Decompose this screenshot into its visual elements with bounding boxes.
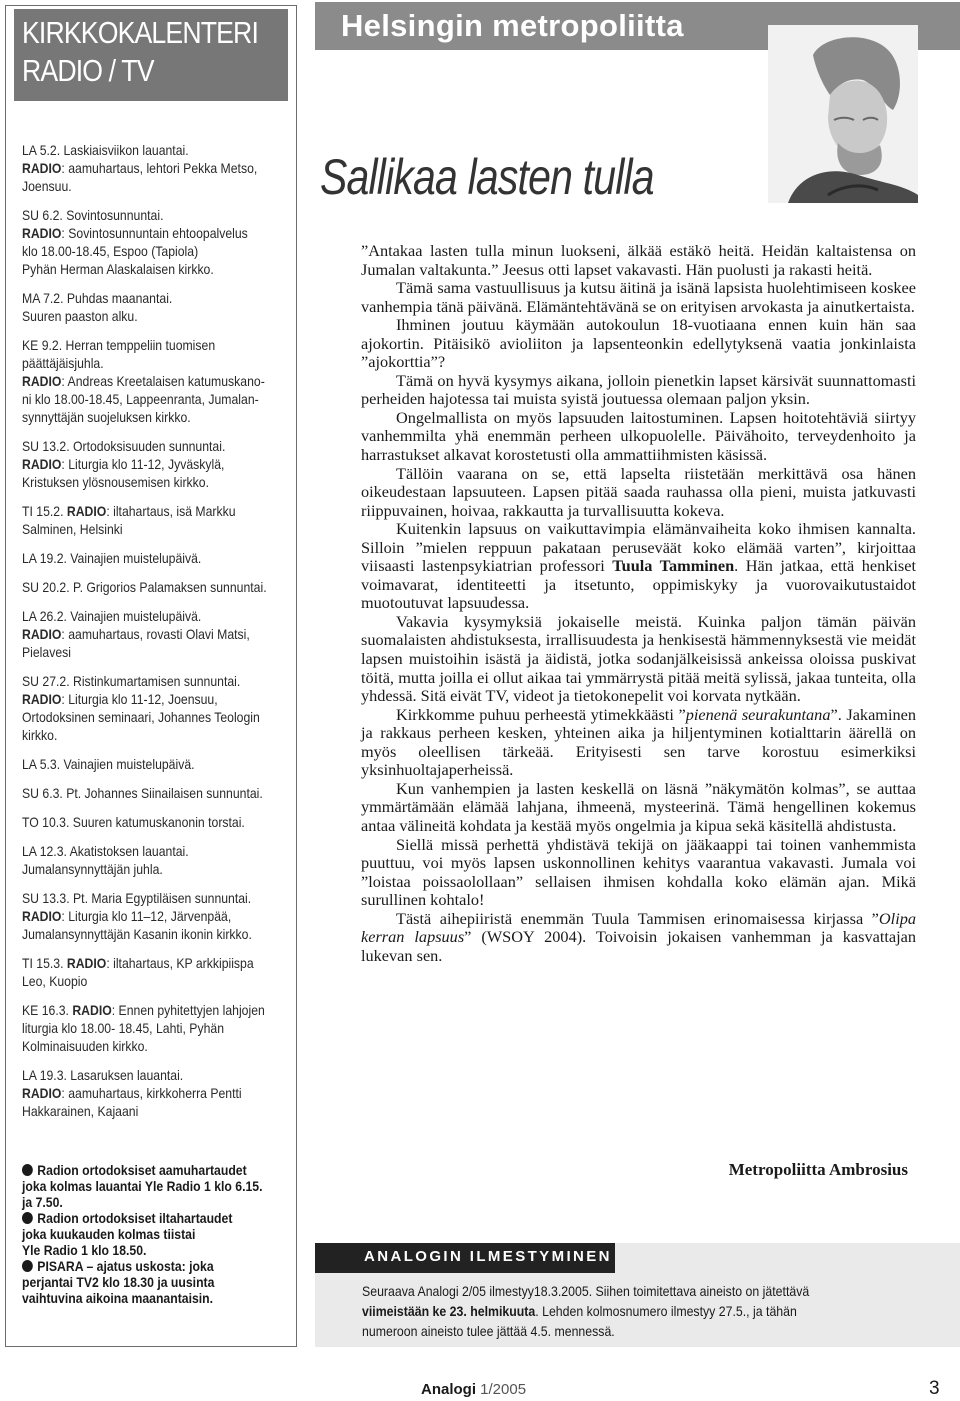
calendar-entry: KE 9.2. Herran temppeliin tuomisen päättäjäisjuhla. RADIO: Andreas Kreetalaisen katumuskano- ni klo 18.00-18.45, Lappeenranta, Jumalan- synnyttäjän suojeluksen kirkko. xyxy=(22,338,265,425)
article-title: Sallikaa lasten tulla xyxy=(320,149,654,205)
bullet-icon xyxy=(22,1164,33,1176)
bullet-icon xyxy=(22,1260,33,1272)
footer-brand-name: Analogi xyxy=(421,1381,476,1398)
article-paragraph: Tämä sama vastuullisuus ja kutsu äitinä ja isänä lapsista huolehtimiseen koskee vanhempia tänä päivänä. Elämäntehtävänä se on erityisen arvokasta ja ainutkertaista. xyxy=(361,278,916,316)
calendar-entry: SU 20.2. P. Grigorios Palamaksen sunnuntai. xyxy=(22,580,267,595)
article-paragraph: Kuitenkin lapsuus on vaikuttavimpia elämänvaiheita koko ihmisen kannalta. Silloin ”mielen reppuun pakataan peruseväät koko elämää varten”, kirjoittaa viisaasti lastenpsykiatrian professori Tuula Tamminen. Hän jatkaa, että henkiset voimavarat, identiteetti ja itsetunto, oppimiskyky ja vuorovaikutustaidot muotoutuvat lapsuudessa. xyxy=(361,519,917,613)
analogi-text: Seuraava Analogi 2/05 ilmestyy18.3.2005. Siihen toimitettava aineisto on jätettävä viimeistään ke 23. helmikuuta. Lehden kolmosnumero ilmestyy 27.5., ja tähän numeroon aineisto tulee jättää 4.5. mennessä. xyxy=(362,1283,810,1339)
footer-issue: 1/2005 xyxy=(480,1381,527,1398)
article-paragraph: Vakavia kysymyksiä jokaiselle meistä. Kuinka paljon tämän päivän suomalaisten ahdistuksesta, irrallisuudesta ja henkisestä hämmennyksestä vie meidät lapsen muistoihin isästä ja äidistä, jotka sodanjälkeisissä ankeissa oloissa puskivat töitä, mutta joilla ei ollut aikaa tai ymmärrystä pitää meitä sylissä, jakaa tunteita, olla yhdessä. Sitä eivät TV, videot ja tietokonepelit voi korvata nytkään. xyxy=(361,611,916,706)
calendar-entry: TI 15.3. RADIO: iltahartaus, KP arkkipiispa Leo, Kuopio xyxy=(22,956,254,989)
calendar-entry: LA 5.2. Laskiaisviikon lauantai. RADIO: aamuhartaus, lehtori Pekka Metso, Joensuu. xyxy=(22,143,258,194)
calendar-entry: LA 19.3. Lasaruksen lauantai. RADIO: aamuhartaus, kirkkoherra Pentti Hakkarainen, Kajaani xyxy=(22,1068,242,1119)
portrait-photo xyxy=(768,25,918,203)
broadcast-note: PISARA – ajatus uskosta: joka perjantai TV2 klo 18.30 ja uusinta vaihtuvina aikoina maanantaisin. xyxy=(22,1259,215,1306)
calendar-entry: TI 15.2. RADIO: iltahartaus, isä Markku Salminen, Helsinki xyxy=(22,504,236,537)
calendar-entry: SU 13.3. Pt. Maria Egyptiläisen sunnuntai. RADIO: Liturgia klo 11–12, Järvenpää, Jumalansynnyttäjän Kasanin ikonin kirkko. xyxy=(22,891,252,942)
article-paragraph: Tällöin vaarana on se, että lapselta riistetään merkittävä osa hänen oikeudestaan lapsuuteen. Lapsen pitää saada rauhassa olla pieni, muista jatkuvasti riippuvainen, hoivaa, rakkautta ja turvallisuutta kokeva. xyxy=(361,463,916,520)
bullet-icon xyxy=(22,1212,33,1224)
calendar-title-line2: RADIO / TV xyxy=(22,53,154,88)
calendar-entry: KE 16.3. RADIO: Ennen pyhitettyjen lahjojen liturgia klo 18.00- 18.45, Lahti, Pyhän Kolminaisuuden kirkko. xyxy=(22,1003,265,1054)
calendar-entry: SU 13.2. Ortodoksisuuden sunnuntai. RADIO: Liturgia klo 11-12, Jyväskylä, Kristuksen ylösnousemisen kirkko. xyxy=(22,439,226,490)
article-paragraph: Siellä missä perhettä yhdistävä tekijä on jääkaappi tai toinen vanhemmista puuttuu, voi myös lapsen uskonnollinen kehitys vaarantua vakavasti. Jumala voi ”loistaa poissaolollaan” sellaisen ihmisen kohdalla koko elämän ajan. Mikä surullinen kohtalo! xyxy=(361,834,916,910)
broadcast-notes xyxy=(22,1163,292,1307)
calendar-title xyxy=(22,14,259,90)
calendar-entry: LA 5.3. Vainajien muistelupäivä. xyxy=(22,757,195,772)
article-paragraph: Tämä on hyvä kysymys aikana, jolloin pienetkin lapset kärsivät suunnattomasti perheiden hajotessa tai muista syistä joutuessa olemaan paljon yksin. xyxy=(361,370,916,409)
calendar-entry: SU 27.2. Ristinkumartamisen sunnuntai. RADIO: Liturgia klo 11-12, Joensuu, Ortodoksinen seminaari, Johannes Teologin kirkko. xyxy=(22,674,260,743)
analogi-heading: ANALOGIN ILMESTYMINEN xyxy=(364,1248,612,1265)
calendar-entry: SU 6.2. Sovintosunnuntai. RADIO: Sovintosunnuntain ehtoopalvelus klo 18.00-18.45, Espoo (Tapiola) Pyhän Herman Alaskalaisen kirkko. xyxy=(22,208,248,277)
calendar-entry: SU 6.3. Pt. Johannes Siinailaisen sunnuntai. xyxy=(22,786,263,801)
article-paragraph: Tästä aihepiiristä enemmän Tuula Tammisen erinomaisessa kirjassa ”Olipa kerran lapsuus” (WSOY 2004). Toivoisin jokaisen vanhemman ja kasvattajan lukevan sen. xyxy=(361,908,917,965)
page-number: 3 xyxy=(929,1378,940,1399)
header-title: Helsingin metropoliitta xyxy=(341,8,684,43)
footer-brand xyxy=(421,1381,526,1398)
article-paragraph: Kun vanhempien ja lasten keskellä on läsnä ”näkymätön kolmas”, se auttaa ymmärtämään elämää lahjana, ihmeenä, mysteerinä. Tämä hengellinen kokemus antaa välineitä kohdata ja kestää myös ongelmia ja kipua sekä käsitellä ahdistusta. xyxy=(361,778,916,835)
article-signature: Metropoliitta Ambrosius xyxy=(728,1160,908,1179)
calendar-entry: MA 7.2. Puhdas maanantai. Suuren paaston alku. xyxy=(22,291,173,324)
calendar-entry: LA 19.2. Vainajien muistelupäivä. xyxy=(22,551,202,566)
calendar-entry: TO 10.3. Suuren katumuskanonin torstai. xyxy=(22,815,245,830)
broadcast-note: Radion ortodoksiset aamuhartaudet joka kolmas lauantai Yle Radio 1 klo 6.15. ja 7.50. xyxy=(22,1163,263,1210)
article-paragraph: Ihminen joutuu käymään autokoulun 18-vuotiaana ennen kuin hän saa ajokortin. Pitäisikö avioliiton ja lapsenteonkin edellytyksenä vaatia jonkinlaista ”ajokorttia”? xyxy=(361,315,916,372)
broadcast-note: Radion ortodoksiset iltahartaudet joka kuukauden kolmas tiistai Yle Radio 1 klo 18.50. xyxy=(22,1211,233,1258)
article-paragraph: Ongelmallista on myös lapsuuden laitostuminen. Lapsen hoitotehtäviä siirtyy vanhemmilta yhä enemmän perheen ulkopuolelle. Päivähoito, terveydenhoito ja harrastukset alkavat korostetusti olla ammattiihmisten käsissä. xyxy=(361,407,916,465)
calendar-entry: LA 26.2. Vainajien muistelupäivä. RADIO: aamuhartaus, rovasti Olavi Matsi, Pielavesi xyxy=(22,609,250,660)
article-paragraph: ”Antakaa lasten tulla minun luokseni, älkää estäkö heitä. Heidän kaltaistensa on Jumalan valtakunta.” Jeesus otti lapset vakavasti. Hän puolusti ja rakasti heitä. xyxy=(361,241,916,279)
calendar-list xyxy=(22,142,284,1132)
calendar-title-line1: KIRKKOKALENTERI xyxy=(22,15,259,50)
calendar-entry: LA 12.3. Akatistoksen lauantai. Jumalansynnyttäjän juhla. xyxy=(22,844,189,877)
article-paragraph: Kirkkomme puhuu perheestä ytimekkäästi ”pienenä seurakuntana”. Jakaminen ja rakkaus perheen kesken, yhteinen aika ja hiljentyminen kotialttarin äärellä on myös oleellisen tärkeää. Erityisesti sen tarve korostuu esimerkiksi yksinhuoltajaperheissä. xyxy=(361,704,916,780)
article-body xyxy=(361,242,916,965)
